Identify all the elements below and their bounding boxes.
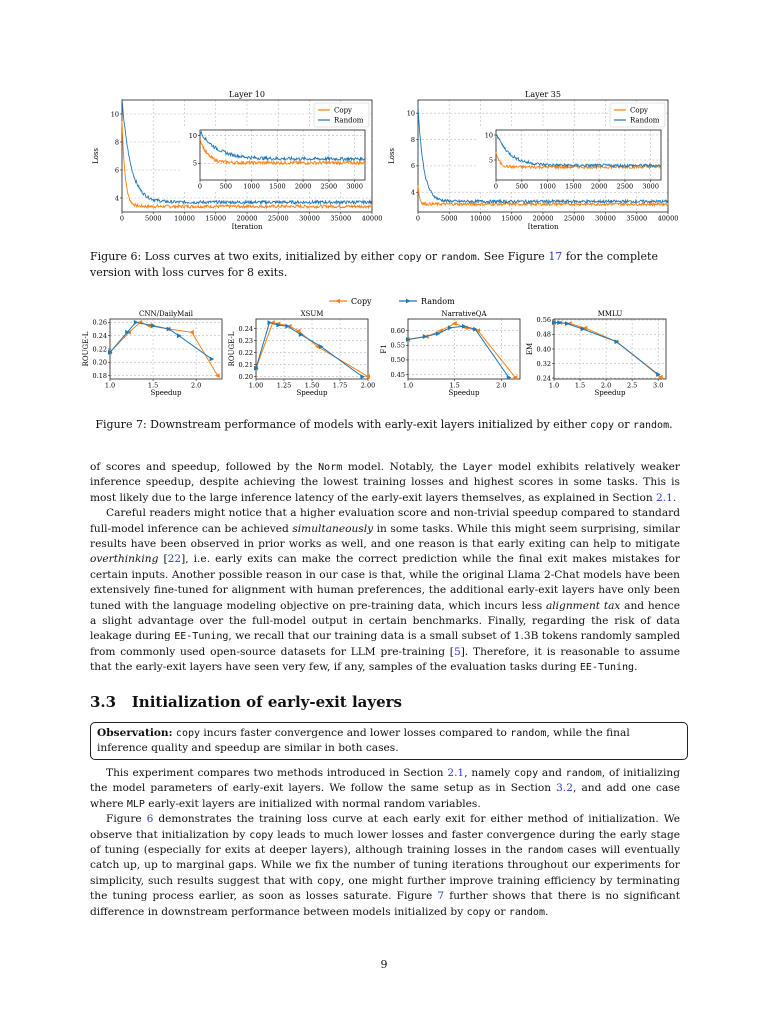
x-tick-label: 2.00 [360, 381, 376, 390]
x-tick-label: 35000 [626, 214, 648, 223]
text: . [672, 491, 677, 504]
text: of scores and speedup, followed by the [90, 461, 319, 473]
citation-22-link[interactable]: 22 [167, 553, 182, 566]
code-copy: copy [249, 829, 274, 841]
x-tick-label: 0 [493, 182, 499, 191]
observation-box [90, 722, 688, 760]
x-tick-label: 3.0 [653, 381, 664, 390]
paragraph-results [90, 460, 680, 676]
y-tick-label: 0.60 [390, 326, 405, 335]
x-tick-label: 1.00 [248, 381, 264, 390]
section-title: Initialization of early-exit layers [131, 693, 402, 711]
y-tick-label: 0.55 [390, 341, 405, 350]
x-tick-label: 500 [515, 182, 528, 191]
text: . [544, 905, 549, 918]
text: in some tasks. While this might seem surprising, similar results have been observed in prior works as well, and one reason is that early exiting can help to mitigate [90, 522, 680, 551]
text: ], i.e. early exits can make the correct prediction while the final exit makes mistakes for certain inputs. Another possible reason in our case is that, while the original Llama 2-Chat models have been extensively fine-tuned for alignment with human preferences, the additional early-exit layers have only been tuned with the language modeling objective on pre-training data, which incurs less [90, 553, 680, 612]
x-tick-label: 5000 [440, 214, 458, 223]
text: demonstrates the training loss curve at each early exit for either method of initialization. We observe that initialization by [90, 813, 681, 841]
data-point-copy [215, 373, 220, 378]
y-tick-label: 6 [410, 162, 415, 171]
code-mlp: MLP [126, 798, 145, 810]
code-norm: Norm [318, 462, 343, 473]
legend-label-random: Random [630, 116, 660, 125]
y-tick-label: 0.45 [390, 370, 405, 379]
code-ee-tuning: EE-Tuning [579, 662, 635, 674]
legend-marker-copy [335, 299, 340, 304]
text: , we recall that our training data is a small subset of 1.3B tokens randomly sampled from commonly used open-source datasets for LLM pre-training [ [90, 630, 680, 658]
y-tick-label: 0.21 [238, 360, 253, 369]
emphasis-alignment-tax: alignment tax [545, 599, 621, 612]
y-tick-label: 4 [410, 188, 415, 197]
chart-title: MMLU [597, 310, 623, 318]
x-tick-label: 500 [219, 182, 232, 191]
text: cases will eventually catch up, up to marginal gaps. While we fix the number of tuning iterations throughout our experiments for simplicity, such results suggest that with [90, 844, 680, 887]
code-random: random [508, 906, 545, 918]
emphasis-overthinking: overthinking [90, 553, 159, 566]
x-tick-label: 2.5 [626, 381, 638, 390]
legend-label-copy: Copy [630, 106, 649, 115]
text: model exhibits relatively weaker inference speedup, despite achieving the lowest training losses and highest scores in some tasks. This is most likely due to the large inference latency of the early-exit layers themselves, as explained in Section [90, 461, 680, 504]
figure6-caption-random: random [440, 252, 477, 263]
legend-label-copy: Copy [351, 297, 372, 306]
figure6-caption-copy: copy [397, 252, 422, 263]
y-tick-label: 0.20 [92, 358, 107, 367]
x-axis-label: Speedup [296, 389, 328, 397]
x-tick-label: 2000 [294, 182, 312, 191]
x-tick-label: 35000 [330, 214, 352, 223]
x-tick-label: 2.0 [600, 381, 612, 390]
text: ]. Therefore, it is reasonable to assume that the early-exit layers have seen very few, if any, samples of the evaluation tasks during [90, 645, 681, 674]
section-2-1-link[interactable]: 2.1 [656, 491, 673, 504]
x-tick-label: 40000 [361, 214, 383, 223]
x-axis-label: Iteration [231, 223, 263, 231]
figure7-caption-or: or [617, 418, 630, 431]
y-tick-label: 0.24 [238, 324, 253, 333]
x-axis-label: Speedup [594, 389, 626, 397]
text: , namely [464, 767, 515, 779]
x-tick-label: 10000 [174, 214, 195, 223]
y-tick-label: 0.48 [536, 330, 551, 339]
figure-17-link[interactable]: 17 [548, 250, 563, 263]
data-point-random [565, 321, 570, 326]
code-layer: Layer [462, 462, 493, 473]
legend-marker-random [406, 299, 411, 304]
y-tick-label: 0.24 [92, 331, 107, 340]
section-heading [90, 693, 402, 711]
x-tick-label: 40000 [657, 214, 679, 223]
text: early-exit layers are initialized with normal random variables. [144, 797, 481, 810]
figure-7-link[interactable]: 7 [437, 890, 445, 903]
series-line-random [256, 323, 362, 377]
chart-title: Layer 10 [229, 90, 265, 99]
text: and hence a slight advantage over the full-model output in certain benchmarks. Finally, regarding the risk of data leakage during [90, 599, 680, 643]
y-tick-label: 5 [192, 159, 197, 168]
page-number: 9 [380, 958, 388, 971]
y-axis-label: ROUGE-L [228, 331, 236, 367]
legend-label-random: Random [421, 297, 455, 306]
text: Figure [106, 813, 147, 826]
code-copy: copy [316, 875, 341, 887]
chart-title: NarrativeQA [441, 310, 487, 318]
x-axis-label: Speedup [150, 389, 182, 397]
x-tick-label: 3000 [346, 182, 363, 191]
y-axis-label: Loss [388, 147, 396, 165]
x-tick-label: 1500 [269, 182, 286, 191]
y-tick-label: 5 [488, 156, 493, 165]
x-tick-label: 1000 [243, 182, 260, 191]
text: , one might further improve training efficiency by terminating the tuning process earlier, as soon as losses saturate. Figure [90, 874, 680, 903]
figure6-caption [90, 249, 680, 280]
code-random: random [526, 845, 564, 857]
data-point-random [210, 357, 215, 362]
data-point-random [267, 320, 272, 325]
x-tick-label: 1.0 [104, 381, 116, 390]
code-ee-tuning: EE-Tuning [174, 631, 229, 643]
series-line-copy [408, 323, 515, 377]
paragraph-initialization [90, 766, 680, 920]
chart-title: Layer 35 [525, 90, 561, 99]
y-tick-label: 0.50 [390, 356, 405, 365]
x-tick-label: 10000 [470, 214, 491, 223]
figure7-caption-random: random [632, 420, 670, 431]
x-tick-label: 1.50 [304, 381, 320, 390]
y-axis-label: Loss [92, 147, 100, 165]
section-3-2-link[interactable]: 3.2 [556, 782, 573, 795]
figure7-caption-text: Downstream performance of models with early-exit layers initialized by either [150, 418, 587, 431]
y-tick-label: 0.22 [238, 348, 253, 357]
text: , of initializing the model parameters of early-exit layers. We follow the same setup as in Section [90, 767, 681, 795]
data-point-random [151, 323, 156, 328]
x-tick-label: 0 [415, 214, 421, 223]
legend-label-random: Random [334, 116, 364, 125]
figure6-caption-text-3: for the complete version with loss curves for 8 exits. [90, 250, 658, 279]
x-tick-label: 1.5 [449, 381, 460, 390]
legend-label-copy: Copy [334, 106, 353, 115]
text: incurs faster convergence and lower losses compared to [200, 727, 511, 739]
code-copy: copy [466, 906, 491, 918]
data-point-copy [452, 321, 457, 326]
x-tick-label: 30000 [595, 214, 616, 223]
x-tick-label: 5000 [144, 214, 162, 223]
text: leads to much lower losses and faster convergence during the early stage of tuning (especially for exits at deeper layers), although training losses in the [90, 828, 680, 857]
x-tick-label: 1.75 [332, 381, 348, 390]
y-tick-label: 8 [114, 138, 119, 147]
figure7-caption-copy: copy [589, 420, 615, 431]
data-point-random [423, 334, 428, 339]
x-tick-label: 30000 [299, 214, 320, 223]
text: Careful readers might notice that a higher evaluation score and non-trivial speedup compared to standard full-model inference can be achieved [90, 507, 680, 535]
code-random: random [565, 768, 602, 779]
figure6-charts [80, 86, 690, 238]
x-tick-label: 1500 [565, 182, 582, 191]
citation-5-link[interactable]: 5 [453, 645, 461, 658]
figure6-caption-or: or [425, 250, 438, 263]
y-tick-label: 0.32 [536, 359, 551, 368]
x-tick-label: 15000 [501, 214, 523, 223]
text: This experiment compares two methods introduced in Section [106, 767, 448, 779]
figure7-caption-label: Figure 7: [95, 418, 147, 431]
text: further shows that there is no significant difference in downstream performance between models initialized by [90, 890, 680, 918]
figure7-caption-end: . [669, 418, 673, 431]
text: , while the final inference quality and speedup are similar in both cases. [97, 727, 630, 754]
x-tick-label: 2500 [320, 182, 338, 191]
y-tick-label: 0.22 [92, 345, 107, 354]
x-tick-label: 0 [119, 214, 125, 223]
x-axis-label: Speedup [448, 389, 480, 397]
figure6-caption-text: Loss curves at two exits, initialized by either [144, 250, 395, 263]
y-tick-label: 4 [114, 194, 119, 203]
x-tick-label: 2.0 [190, 381, 202, 390]
figure6-caption-label: Figure 6: [90, 250, 142, 263]
x-tick-label: 0 [197, 182, 203, 191]
y-axis-label: EM [526, 342, 534, 356]
series-line-random [408, 326, 509, 377]
code-random: random [510, 728, 547, 739]
section-number: 3.3 [90, 693, 117, 711]
figure-6-link[interactable]: 6 [146, 813, 154, 826]
x-tick-label: 25000 [267, 214, 289, 223]
y-tick-label: 0.18 [92, 371, 107, 380]
x-tick-label: 20000 [532, 214, 554, 223]
x-tick-label: 2000 [590, 182, 608, 191]
text: or [490, 905, 509, 918]
x-tick-label: 1.5 [147, 381, 159, 390]
x-tick-label: 1.0 [548, 381, 560, 390]
chart-title: CNN/DailyMail [138, 310, 194, 318]
y-tick-label: 8 [410, 135, 415, 144]
x-tick-label: 2.0 [496, 381, 507, 390]
x-tick-label: 1.0 [402, 381, 414, 390]
x-tick-label: 1000 [539, 182, 556, 191]
y-tick-label: 0.40 [536, 345, 551, 354]
text: , and add one case where [90, 782, 680, 810]
observation-label: Observation: [97, 727, 173, 739]
y-axis-label: ROUGE-L [82, 331, 90, 367]
x-tick-label: 25000 [563, 214, 585, 223]
y-tick-label: 10 [110, 110, 119, 119]
series-line-copy [554, 323, 661, 378]
x-tick-label: 2500 [616, 182, 634, 191]
code-copy: copy [175, 728, 201, 739]
y-tick-label: 10 [484, 131, 493, 140]
text: model. Notably, the [342, 461, 463, 473]
figure6-caption-text-2: . See Figure [476, 250, 545, 263]
text: and [538, 767, 566, 779]
y-tick-label: 0.20 [238, 372, 253, 381]
text: . [634, 661, 638, 674]
y-tick-label: 0.26 [92, 318, 107, 327]
y-tick-label: 0.56 [536, 316, 551, 325]
code-copy: copy [514, 768, 539, 779]
chart-title: XSUM [300, 310, 324, 318]
figure7-charts [84, 292, 684, 407]
x-tick-label: 3000 [642, 182, 659, 191]
y-tick-label: 10 [188, 131, 197, 140]
y-tick-label: 10 [406, 109, 415, 118]
figure7-caption [0, 417, 768, 433]
text: [ [158, 553, 168, 566]
y-tick-label: 6 [114, 166, 119, 175]
y-tick-label: 0.24 [536, 374, 551, 383]
section-2-1-link[interactable]: 2.1 [447, 767, 465, 779]
emphasis-simultaneously: simultaneously [292, 522, 374, 535]
x-tick-label: 15000 [205, 214, 227, 223]
data-point-copy [189, 330, 194, 335]
y-tick-label: 0.23 [238, 336, 253, 345]
x-tick-label: 20000 [236, 214, 258, 223]
x-tick-label: 1.5 [574, 381, 586, 390]
x-axis-label: Iteration [527, 223, 559, 231]
y-axis-label: F1 [380, 344, 388, 354]
x-tick-label: 1.25 [276, 381, 292, 390]
